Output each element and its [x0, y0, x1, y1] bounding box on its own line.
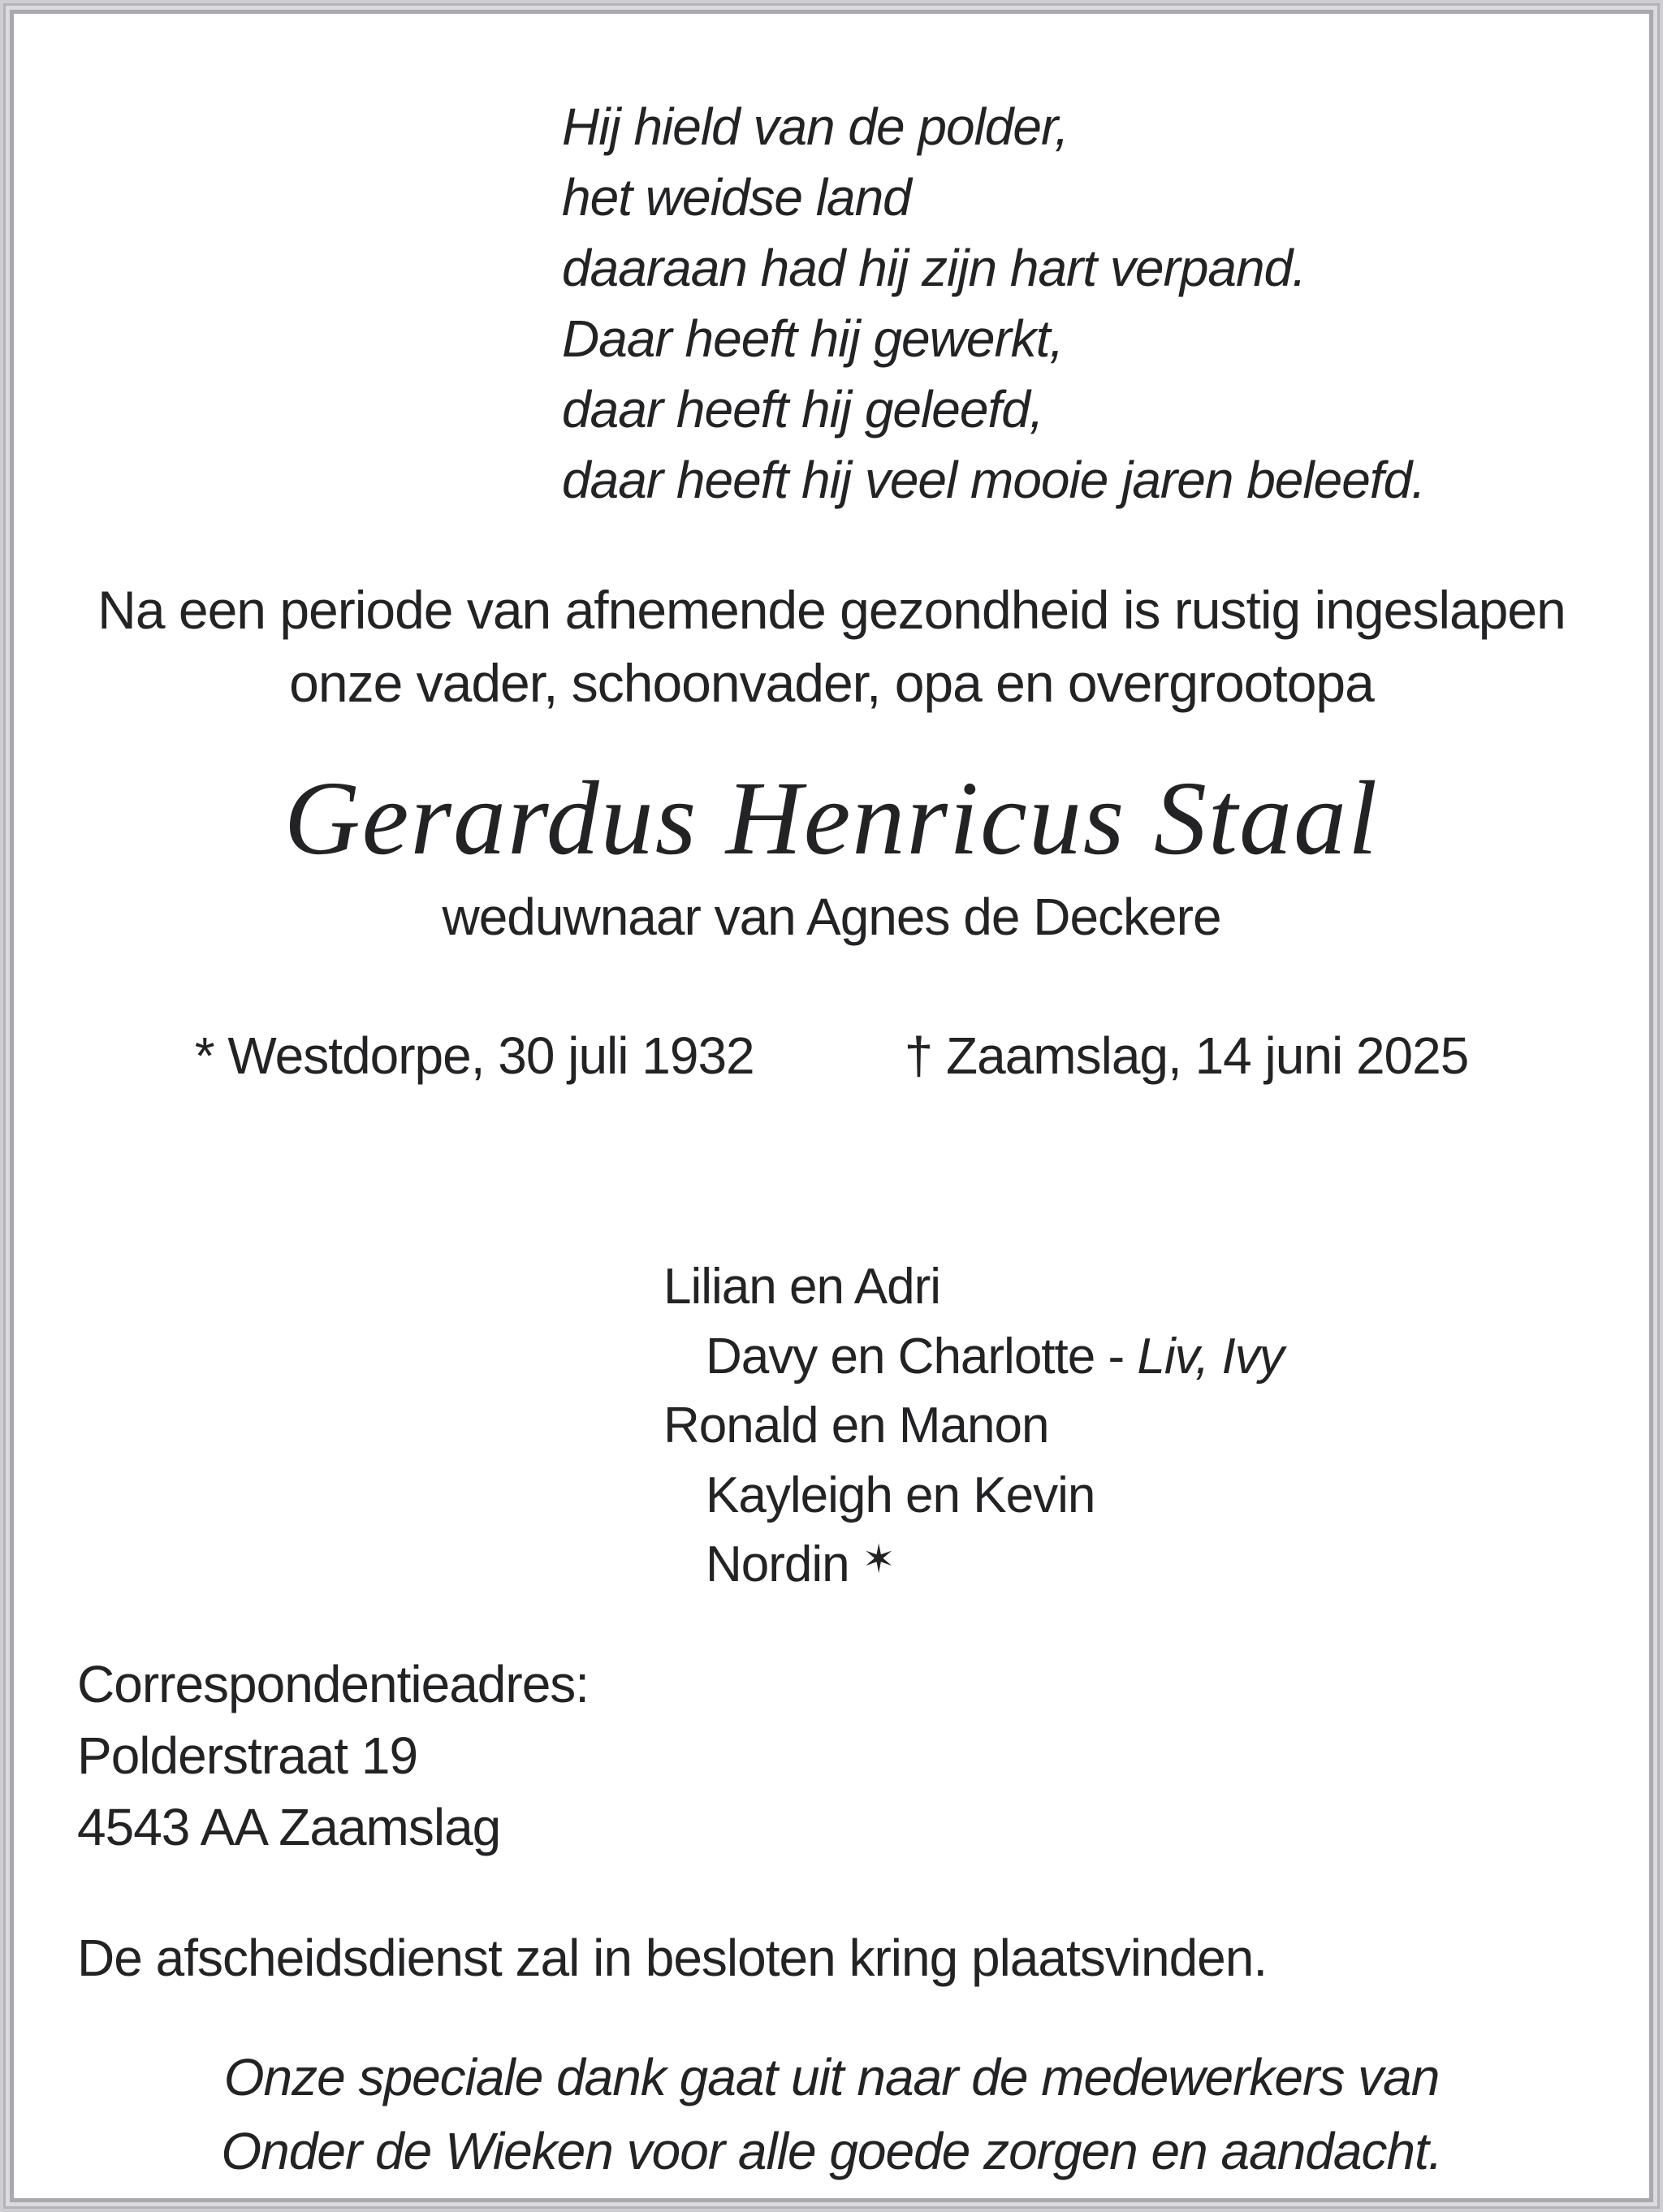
correspondence-street: Polderstraat 19	[77, 1726, 418, 1786]
poem-line: Hij hield van de polder,	[562, 97, 1069, 156]
family-line	[663, 1391, 1649, 1461]
family-names: Davy en Charlotte -	[706, 1328, 1125, 1385]
birth-date: * Westdorpe, 30 juli 1932	[194, 1026, 754, 1085]
thanks-line: Onder de Wieken voor alle goede zorgen en aandacht.	[221, 2121, 1442, 2180]
family-names: Ronald en Manon	[663, 1398, 1049, 1454]
family-names: Nordin	[706, 1536, 849, 1593]
poem-line: daar heeft hij veel mooie jaren beleefd.	[562, 451, 1425, 510]
deceased-name: Gerardus Henricus Staal	[283, 759, 1380, 877]
poem	[562, 92, 1649, 516]
poem-line: daaraan had hij zijn hart verpand.	[562, 239, 1306, 298]
correspondence-city: 4543 AA Zaamslag	[77, 1798, 501, 1857]
widower-line: weduwnaar van Agnes de Deckere	[442, 887, 1221, 946]
intro-text: Na een periode van afnemende gezondheid is rustig ingeslapen onze vader, schoonvader, opa en overgrootopa	[97, 580, 1566, 713]
poem-line: Daar heeft hij gewerkt,	[562, 309, 1064, 369]
death-date: † Zaamslag, 14 juni 2025	[904, 1026, 1469, 1085]
correspondence-label: Correspondentieadres:	[77, 1654, 590, 1713]
service-line: De afscheidsdienst zal in besloten kring plaatsvinden.	[77, 1928, 1268, 1987]
poem-line: het weidse land	[562, 168, 911, 227]
family-line	[706, 1461, 1649, 1531]
correspondence-address	[77, 1648, 1649, 1864]
obituary-card	[10, 10, 1653, 2202]
expected-birth-star-icon: ✶	[862, 1537, 896, 1582]
thanks-text	[63, 2041, 1600, 2188]
family-list	[663, 1252, 1649, 1600]
family-line	[663, 1252, 1649, 1322]
grandchildren-names: Liv, Ivy	[1137, 1328, 1284, 1385]
thanks-line: Onze speciale dank gaat uit naar de medewerkers van	[223, 2047, 1440, 2106]
family-line	[706, 1530, 1649, 1600]
family-line	[706, 1322, 1649, 1392]
family-names: Lilian en Adri	[663, 1259, 941, 1316]
family-names: Kayleigh en Kevin	[706, 1467, 1095, 1523]
dates-row	[14, 1022, 1649, 1090]
poem-line: daar heeft hij geleefd,	[562, 380, 1043, 439]
